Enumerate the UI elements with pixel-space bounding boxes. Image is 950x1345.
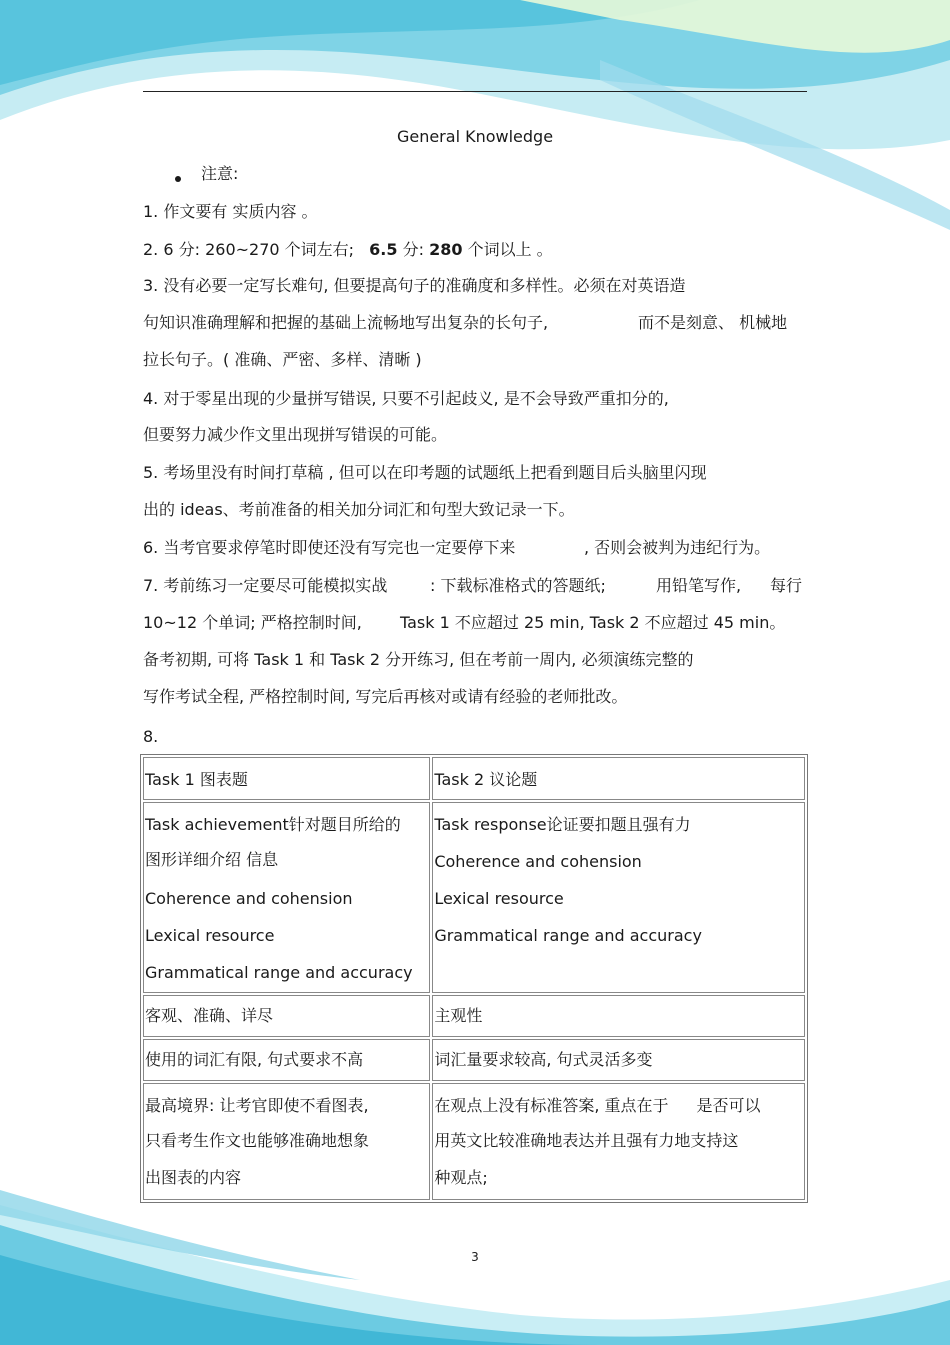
table-cell: Lexical resource (145, 926, 275, 945)
item-7-line-4: 写作考试全程, 严格控制时间, 写完后再核对或请有经验的老师批改。 (143, 687, 628, 706)
item-6a: 6. 当考官要求停笔时即使还没有写完也一定要停下来 (143, 538, 516, 557)
table-cell: Coherence and cohension (145, 889, 353, 908)
table-cell: Task achievement针对题目所给的 (145, 815, 401, 834)
header-rule (143, 91, 807, 92)
table-cell: 客观、准确、详尽 (145, 1006, 274, 1025)
table-cell: 出图表的内容 (145, 1168, 242, 1187)
item-7-line-1d: 每行 (770, 576, 803, 595)
note-label: 注意: (201, 164, 239, 183)
table-row-vocabulary (143, 1039, 805, 1081)
table-cell: Coherence and cohension (434, 852, 642, 871)
table-cell: 图形详细介绍 信息 (145, 850, 279, 869)
table-cell: 词汇量要求较高, 句式灵活多变 (434, 1050, 653, 1069)
item-3-line-1: 3. 没有必要一定写长难句, 但要提高句子的准确度和多样性。必须在对英语造 (143, 276, 686, 295)
item-7-line-2b: Task 1 不应超过 25 min, Task 2 不应超过 45 min。 (400, 613, 786, 632)
table-header-task1: Task 1 图表题 (145, 770, 248, 789)
item-7-line-1a: 7. 考前练习一定要尽可能模拟实战 (143, 576, 388, 595)
table-cell: 用英文比较准确地表达并且强有力地支持这 (434, 1131, 739, 1150)
table-cell: Task response论证要扣题且强有力 (434, 815, 691, 834)
item-6b: , 否则会被判为违纪行为。 (584, 538, 771, 557)
table-row-nature (143, 995, 805, 1037)
table-cell: Grammatical range and accuracy (434, 926, 702, 945)
item-4-line-1: 4. 对于零星出现的少量拼写错误, 只要不引起歧义, 是不会导致严重扣分的, (143, 389, 669, 408)
table-header-task2: Task 2 议论题 (434, 770, 538, 789)
item-7-line-1c: 用铅笔写作, (656, 576, 742, 595)
item-3-line-3: 拉长句子。( 准确、严密、多样、清晰 ) (143, 350, 422, 369)
table-cell: Grammatical range and accuracy (145, 963, 413, 982)
item-1: 1. 作文要有 实质内容 。 (143, 202, 318, 221)
task-comparison-table (140, 754, 808, 1203)
table-header-row (143, 757, 805, 800)
table-cell: 在观点上没有标准答案, 重点在于 是否可以 (434, 1096, 761, 1115)
page-title: General Knowledge (396, 127, 554, 146)
item-3-line-2b: 而不是刻意、 机械地 (638, 313, 788, 332)
item-7-line-3: 备考初期, 可将 Task 1 和 Task 2 分开练习, 但在考前一周内, 必须演练完整的 (143, 650, 694, 669)
item-4-line-2: 但要努力减少作文里出现拼写错误的可能。 (143, 425, 448, 444)
table-row-goal (143, 1083, 805, 1200)
table-row-criteria (143, 802, 805, 993)
page-number: 3 (471, 1250, 479, 1264)
table-cell: 只看考生作文也能够准确地想象 (145, 1131, 370, 1150)
item-2: 2. 6 分: 260~270 个词左右; 6.5 分: 280 个词以上 。 (143, 240, 553, 259)
item-7-line-2a: 10~12 个单词; 严格控制时间, (143, 613, 362, 632)
item-3-line-2a: 句知识准确理解和把握的基础上流畅地写出复杂的长句子, (143, 313, 549, 332)
item-7-line-1b: : 下载标准格式的答题纸; (430, 576, 606, 595)
item-5-line-2: 出的 ideas、考前准备的相关加分词汇和句型大致记录一下。 (143, 500, 575, 519)
table-cell: 最高境界: 让考官即使不看图表, (145, 1096, 369, 1115)
table-cell: 使用的词汇有限, 句式要求不高 (145, 1050, 364, 1069)
table-cell: 主观性 (434, 1006, 483, 1025)
bullet-icon (175, 176, 181, 182)
item-5-line-1: 5. 考场里没有时间打草稿 , 但可以在印考题的试题纸上把看到题目后头脑里闪现 (143, 463, 707, 482)
table-cell: 种观点; (434, 1168, 488, 1187)
table-cell: Lexical resource (434, 889, 564, 908)
item-8: 8. (143, 727, 159, 746)
